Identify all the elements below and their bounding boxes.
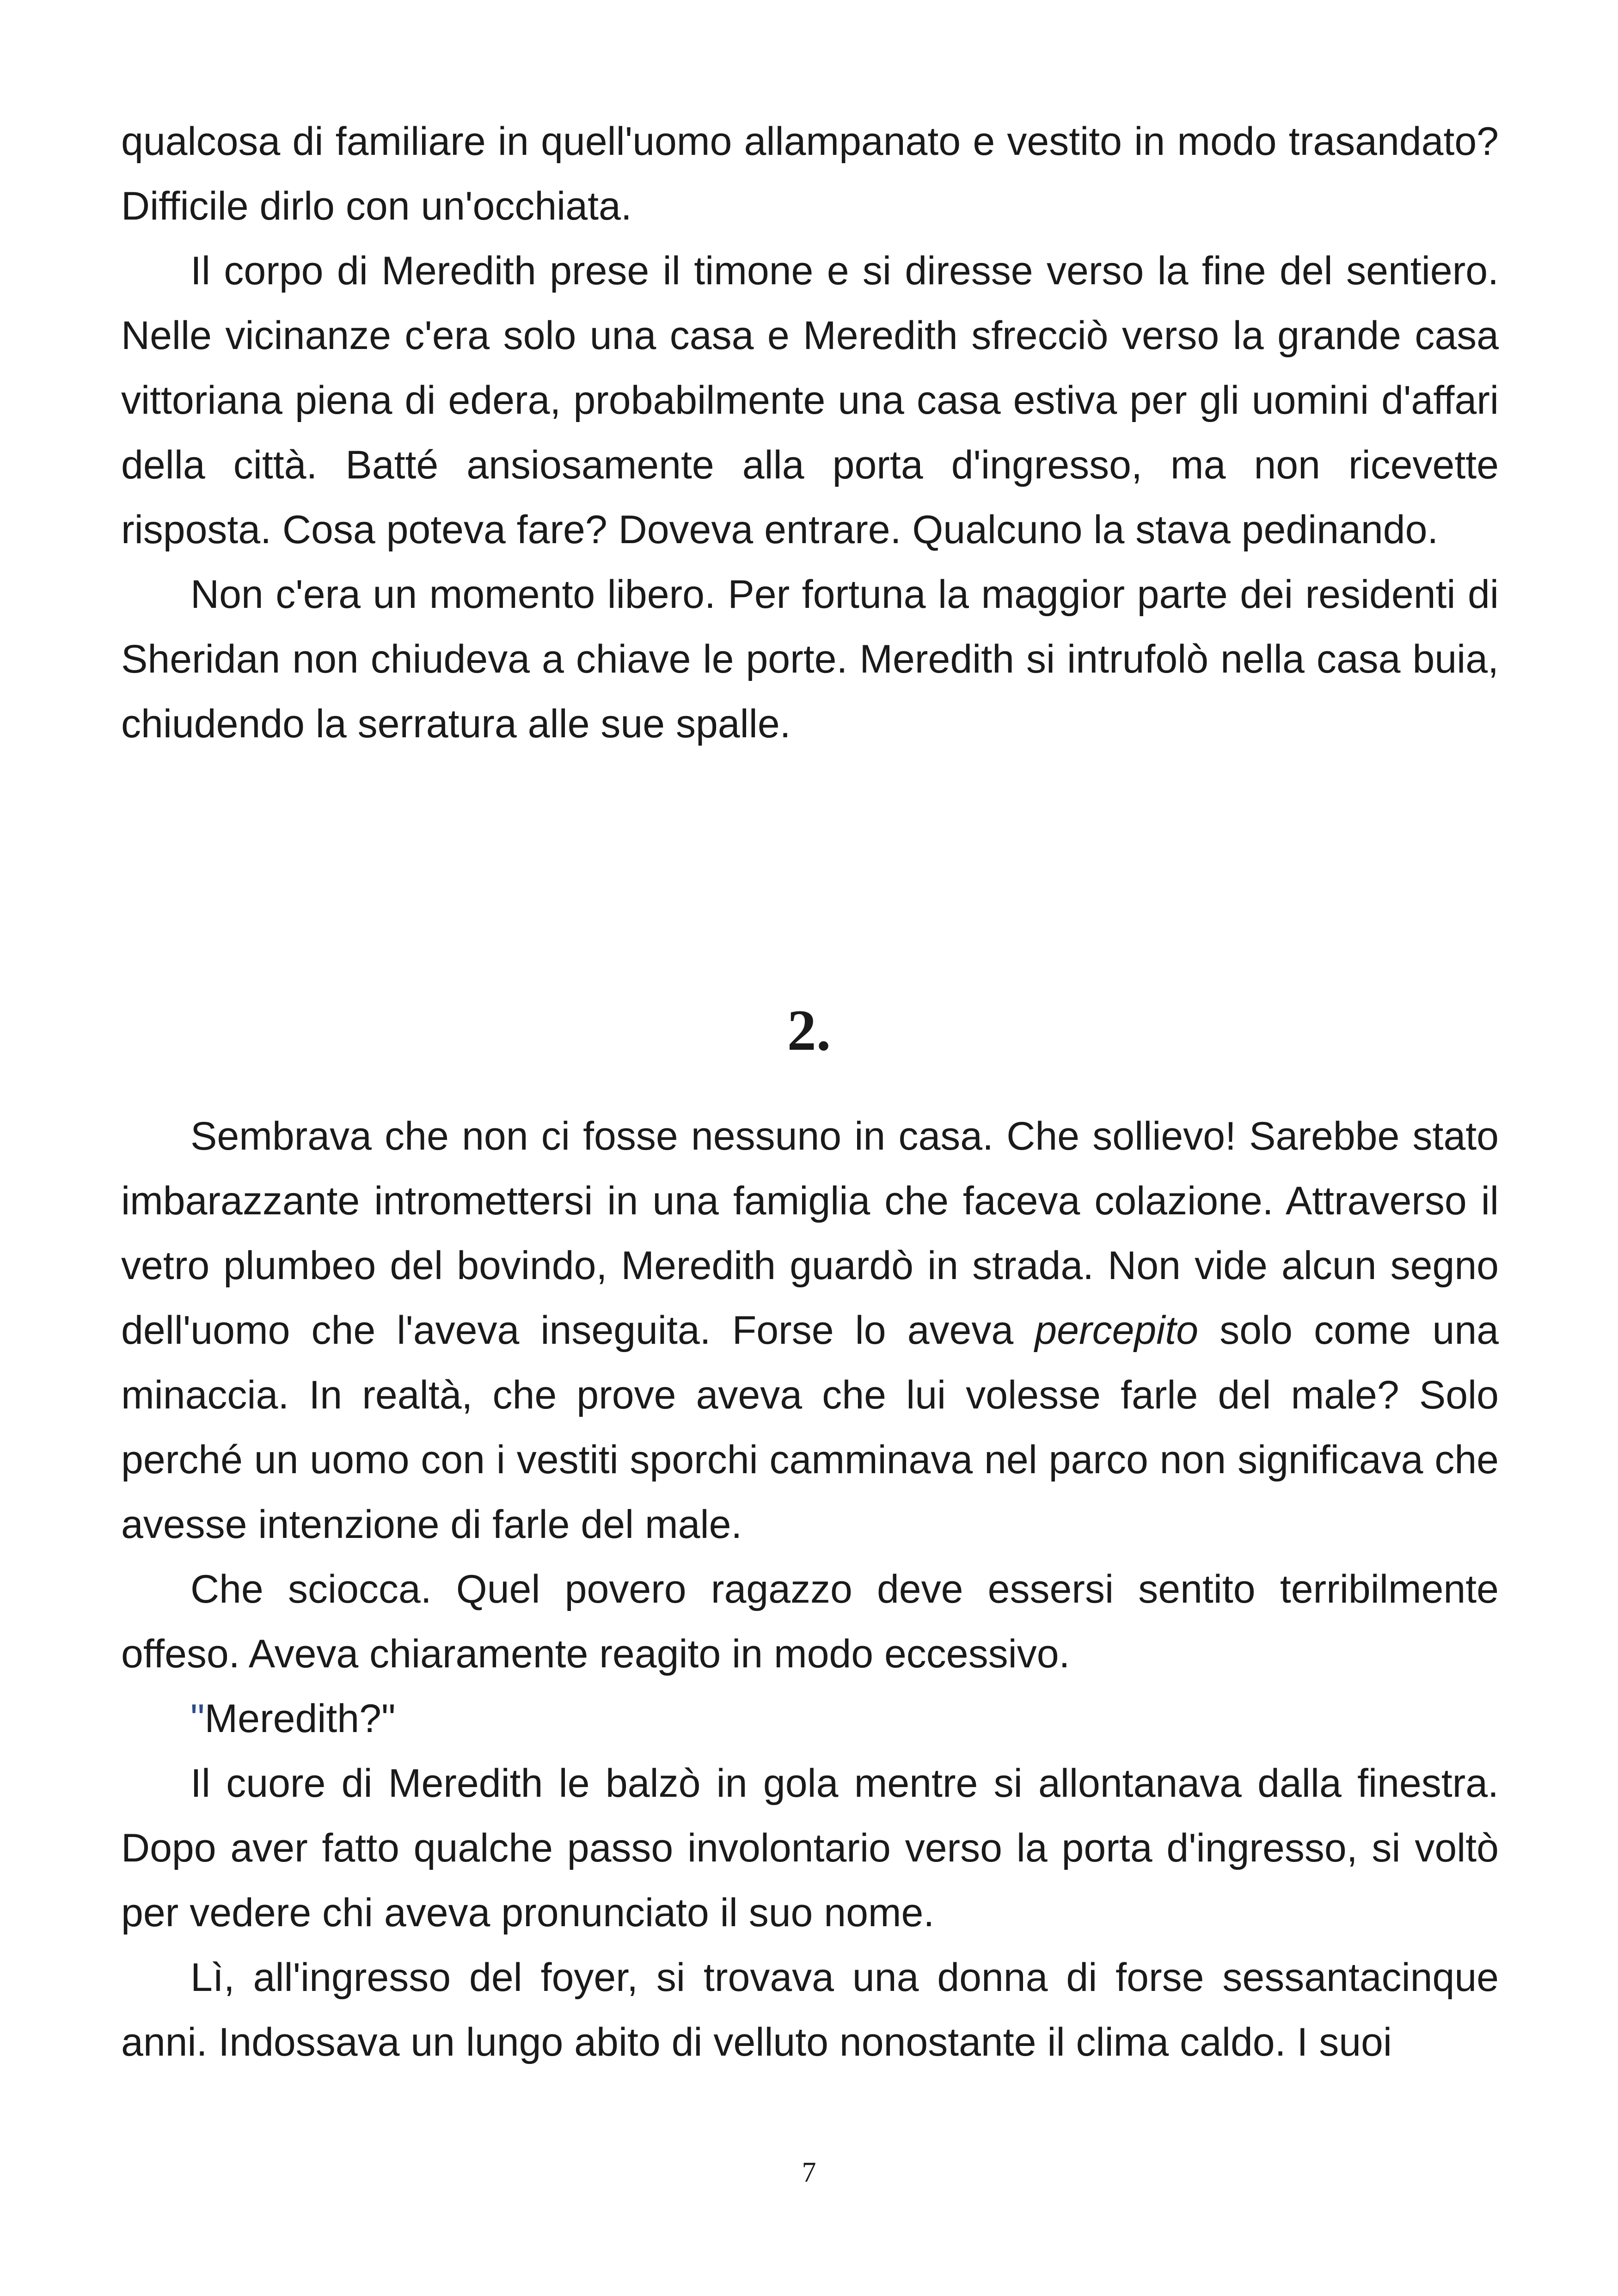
chapter-1-ending <box>121 109 1499 756</box>
paragraph: Il corpo di Meredith prese il timone e si diresse verso la fine del sentiero. Nelle vicinanze c'era solo una casa e Meredith sfrecciò verso la grande casa vittoriana piena di edera, probabilmente una casa estiva per gli uomini d'affari della città. Batté ansiosamente alla porta d'ingresso, ma non ricevette risposta. Cosa poteva fare? Doveva entrare. Qualcuno la stava pedinando. <box>121 249 1499 552</box>
paragraph: Lì, all'ingresso del foyer, si trovava una donna di forse sessantacinque anni. Indossava un lungo abito di velluto nonostante il clima caldo. I suoi <box>121 1955 1499 2064</box>
chapter-heading: 2. <box>787 998 831 1063</box>
paragraph: Che sciocca. Quel povero ragazzo deve essersi sentito terribilmente offeso. Aveva chiaramente reagito in modo eccessivo. <box>121 1567 1499 1676</box>
paragraph <box>121 1104 1499 1557</box>
paragraph: Non c'era un momento libero. Per fortuna la maggior parte dei residenti di Sheridan non chiudeva a chiave le porte. Meredith si intrufolò nella casa buia, chiudendo la serratura alle sue spalle. <box>121 572 1499 746</box>
dialogue-text: Meredith?" <box>204 1696 396 1741</box>
paragraph-text: solo come una minaccia. In realtà, che prove aveva che lui volesse farle del male? Solo perché un uomo con i vestiti sporchi camminava nel parco non significava che avesse intenzione di farle del male. <box>121 1308 1499 1547</box>
italic-word: percepito <box>1035 1308 1199 1353</box>
chapter-2-text <box>121 1104 1499 2075</box>
paragraph-continuation: qualcosa di familiare in quell'uomo allampanato e vestito in modo trasandato? Difficile dirlo con un'occhiata. <box>121 119 1499 228</box>
dialogue-line <box>121 1686 1499 1751</box>
page-number: 7 <box>802 2157 816 2188</box>
paragraph-text: Sembrava che non ci fosse nessuno in casa. Che sollievo! Sarebbe stato imbarazzante intromettersi in una famiglia che faceva colazione. Attraverso il vetro plumbeo del bovindo, Meredith guardò in strada. Non vide alcun segno dell'uomo che l'aveva inseguita. Forse lo aveva <box>121 1114 1499 1353</box>
open-quote-mark: " <box>190 1696 205 1741</box>
paragraph: Il cuore di Meredith le balzò in gola mentre si allontanava dalla finestra. Dopo aver fatto qualche passo involontario verso la porta d'ingresso, si voltò per vedere chi aveva pronunciato il suo nome. <box>121 1761 1499 1935</box>
